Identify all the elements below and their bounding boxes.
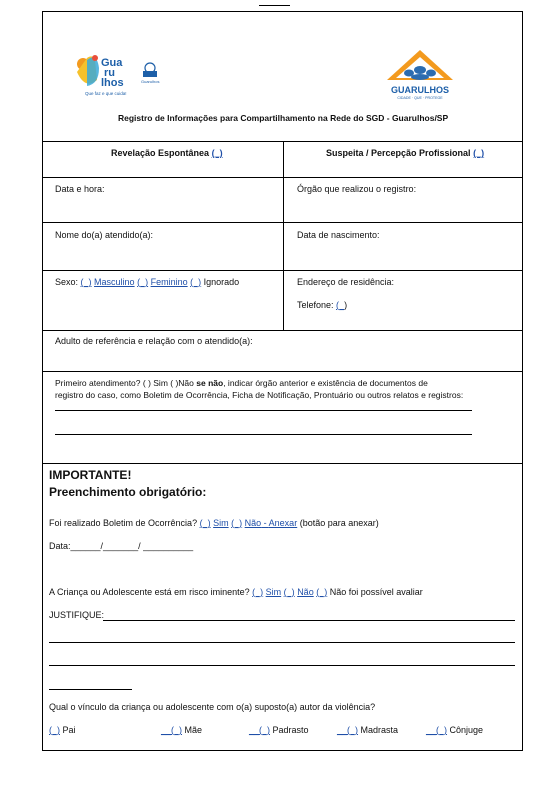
suspeita-checkbox[interactable]: (_) <box>473 148 485 158</box>
important-title: IMPORTANTE! <box>49 468 132 482</box>
vinculo-mae-option[interactable] <box>161 725 202 735</box>
vinculo-conjuge-label: Cônjuge <box>449 725 484 735</box>
guarulhos-brand-logo <box>73 50 163 100</box>
divider <box>43 177 522 178</box>
orgao-field[interactable]: Órgão que realizou o registro: <box>297 184 417 194</box>
vinculo-padrasto-option[interactable] <box>249 725 309 735</box>
boletim-data-field[interactable]: Data:______/_______/ __________ <box>49 541 194 551</box>
divider <box>43 371 522 372</box>
revelacao-checkbox[interactable]: (_) <box>211 148 223 158</box>
vinculo-pai-label: Pai <box>62 725 76 735</box>
boletim-sim-checkbox[interactable]: (_) <box>199 518 211 528</box>
risco-nao-possivel-checkbox[interactable]: (_) <box>316 587 328 597</box>
risco-question-text: A Criança ou Adolescente está em risco iminente? <box>49 587 250 597</box>
primeiro-atendimento-text-2: , indicar órgão anterior e existência de documentos de <box>223 378 428 388</box>
risco-nao-checkbox[interactable]: (_) <box>283 587 295 597</box>
adulto-referencia-field[interactable]: Adulto de referência e relação com o atendido(a): <box>55 336 253 346</box>
vinculo-pai-checkbox[interactable]: (_) <box>49 725 60 735</box>
vinculo-mae-checkbox[interactable]: __(_) <box>161 725 183 735</box>
vinculo-conjuge-mark: (_) <box>436 725 448 735</box>
boletim-sim-label[interactable]: Sim <box>213 518 229 528</box>
top-rule <box>259 5 290 6</box>
risco-question <box>49 587 423 597</box>
vinculo-conjuge-checkbox[interactable]: __(_) <box>426 725 448 735</box>
suspeita-label <box>326 148 484 158</box>
risco-nao-label[interactable]: Não <box>297 587 314 597</box>
primeiro-atendimento-line-2: registro do caso, como Boletim de Ocorrência, Ficha de Notificação, Prontuário ou outros relatos e registros: <box>55 390 464 400</box>
telefone-field <box>297 300 347 310</box>
revelacao-label <box>111 148 223 158</box>
data-nascimento-field[interactable]: Data de nascimento: <box>297 230 380 240</box>
logo-text-ru: ru <box>104 67 115 79</box>
boletim-dash: - <box>261 518 269 528</box>
sexo-feminino-label[interactable]: Feminino <box>150 277 188 287</box>
risco-nao-possivel-label: Não foi possível avaliar <box>329 587 423 597</box>
sexo-field <box>55 277 239 287</box>
vinculo-question: Qual o vínculo da criança ou adolescente com o(a) suposto(a) autor da violência? <box>49 702 376 712</box>
registration-form <box>42 11 523 751</box>
sexo-masculino-checkbox[interactable]: (_) <box>80 277 92 287</box>
vinculo-conjuge-option[interactable] <box>426 725 483 735</box>
primeiro-atendimento-line-input[interactable] <box>55 410 472 411</box>
guarulhos-brand-mark-icon <box>73 50 163 100</box>
sexo-masculino-label[interactable]: Masculino <box>94 277 135 287</box>
divider <box>43 222 522 223</box>
vinculo-madrasta-mark: (_) <box>347 725 359 735</box>
primeiro-atendimento-question <box>55 378 428 388</box>
vinculo-madrasta-label: Madrasta <box>360 725 399 735</box>
vinculo-madrasta-checkbox[interactable]: __(_) <box>337 725 359 735</box>
logo-text-gua: Gua <box>101 57 123 69</box>
column-divider <box>283 141 284 330</box>
guarulhos-city-logo <box>381 48 459 108</box>
logo-small-text: Guarulhos <box>141 79 160 84</box>
city-logo-motto: CIDADE · QUE · PROTEGE <box>397 96 443 100</box>
revelacao-text: Revelação Espontânea <box>111 148 210 158</box>
primeiro-atendimento-line-input[interactable] <box>55 434 472 435</box>
primeiro-atendimento-text: Primeiro atendimento? ( ) Sim ( )Não <box>55 378 194 388</box>
city-emblem-icon <box>381 48 459 108</box>
justifique-line-input[interactable] <box>49 642 515 643</box>
vinculo-mae-mark: (_) <box>171 725 183 735</box>
sexo-ignorado-label: Ignorado <box>203 277 240 287</box>
sexo-ignorado-checkbox[interactable]: (_) <box>190 277 202 287</box>
vinculo-madrasta-option[interactable] <box>337 725 398 735</box>
nome-field[interactable]: Nome do(a) atendido(a): <box>55 230 154 240</box>
vinculo-padrasto-mark: (_) <box>259 725 271 735</box>
divider <box>43 270 522 271</box>
important-subtitle: Preenchimento obrigatório: <box>49 485 207 499</box>
logo-text-lhos: lhos <box>101 77 124 89</box>
suspeita-text: Suspeita / Percepção Profissional <box>326 148 471 158</box>
form-title: Registro de Informações para Compartilhamento na Rede do SGD - Guarulhos/SP <box>118 113 449 123</box>
telefone-input[interactable]: (_ <box>336 300 345 310</box>
vinculo-pai-option[interactable] <box>49 725 76 735</box>
vinculo-padrasto-checkbox[interactable]: __(_) <box>249 725 271 735</box>
endereco-field[interactable]: Endereço de residência: <box>297 277 395 287</box>
sexo-label: Sexo: <box>55 277 79 287</box>
anexar-button[interactable]: Anexar <box>268 518 298 528</box>
telefone-label: Telefone: <box>297 300 334 310</box>
sexo-feminino-checkbox[interactable]: (_) <box>137 277 149 287</box>
justifique-line-input[interactable] <box>103 620 515 621</box>
data-hora-field[interactable]: Data e hora: <box>55 184 105 194</box>
telefone-close: ) <box>344 300 348 310</box>
justifique-label: JUSTIFIQUE: <box>49 610 105 620</box>
vinculo-padrasto-label: Padrasto <box>272 725 309 735</box>
boletim-question <box>49 518 379 528</box>
divider <box>43 463 522 464</box>
boletim-question-text: Foi realizado Boletim de Ocorrência? <box>49 518 198 528</box>
divider <box>43 330 522 331</box>
justifique-line-input[interactable] <box>49 665 515 666</box>
city-logo-name: GUARULHOS <box>391 85 449 95</box>
boletim-nao-checkbox[interactable]: (_) <box>231 518 243 528</box>
risco-sim-checkbox[interactable]: (_) <box>252 587 264 597</box>
risco-sim-label[interactable]: Sim <box>265 587 282 597</box>
primeiro-atendimento-bold: se não <box>196 378 224 388</box>
logo-slogan: Que faz e que cuida! <box>85 91 127 96</box>
vinculo-mae-label: Mãe <box>184 725 203 735</box>
boletim-nao-label[interactable]: Não <box>244 518 262 528</box>
anexar-note: (botão para anexar) <box>299 518 379 528</box>
justifique-line-input[interactable] <box>49 689 132 690</box>
